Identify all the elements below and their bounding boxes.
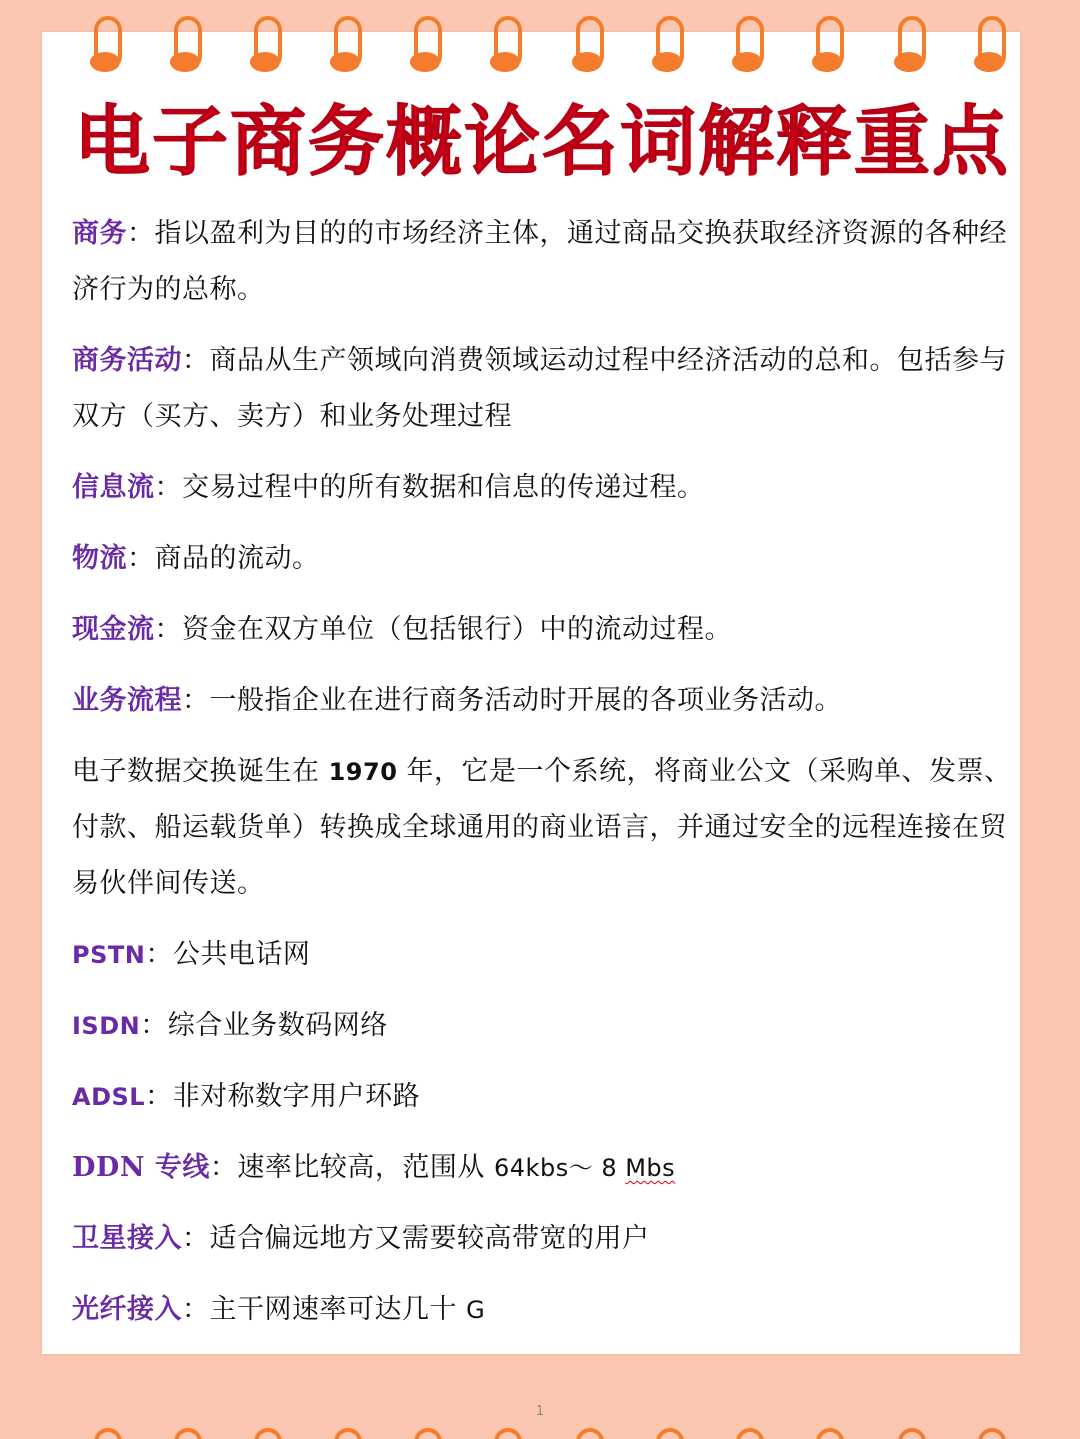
- definition: 主干网速率可达几十: [209, 1294, 467, 1325]
- definition-entry: ISDN：综合业务数码网络: [72, 1010, 388, 1041]
- binder-ring-icon: [894, 1428, 924, 1439]
- binder-ring-icon: [974, 16, 1004, 76]
- binder-ring-icon: [90, 1428, 120, 1439]
- binder-ring-icon: [250, 1428, 280, 1439]
- binder-rings-bottom: [0, 1428, 1080, 1439]
- definition: 公共电话网: [172, 939, 311, 970]
- binder-ring-icon: [250, 16, 280, 76]
- definition-entry: 光纤接入：主干网速率可达几十 G: [72, 1294, 486, 1325]
- binder-ring-icon: [812, 1428, 842, 1439]
- binder-ring-icon: [410, 16, 440, 76]
- binder-ring-icon: [974, 1428, 1004, 1439]
- definition: 速率比较高，范围从: [237, 1152, 495, 1183]
- binder-ring-icon: [652, 16, 682, 76]
- definition: 非对称数字用户环路: [172, 1081, 421, 1112]
- definition: 商品从生产领域向消费领域运动过程中经济活动的总和。包括参与双方（买方、卖方）和业务处理过程: [72, 345, 1007, 432]
- definition: 商品的流动。: [154, 543, 320, 574]
- definition-entry: 物流：商品的流动。: [72, 543, 320, 574]
- binder-ring-icon: [652, 1428, 682, 1439]
- definition: 综合业务数码网络: [167, 1010, 388, 1041]
- binder-ring-icon: [90, 16, 120, 76]
- binder-ring-icon: [490, 1428, 520, 1439]
- term: 物流: [72, 543, 127, 574]
- page-number: 1: [535, 1404, 545, 1419]
- binder-ring-icon: [170, 1428, 200, 1439]
- definition-entry: 商务：指以盈利为目的的市场经济主体，通过商品交换获取经济资源的各种经济行为的总称。: [72, 218, 1007, 305]
- binder-ring-icon: [732, 16, 762, 76]
- term: ADSL: [72, 1083, 146, 1111]
- term: 现金流: [72, 614, 155, 645]
- term: ISDN: [72, 1012, 141, 1040]
- definition-entry: ADSL：非对称数字用户环路: [72, 1081, 421, 1112]
- binder-ring-icon: [572, 16, 602, 76]
- binder-ring-icon: [410, 1428, 440, 1439]
- definition: 交易过程中的所有数据和信息的传递过程。: [182, 472, 705, 503]
- binder-ring-icon: [572, 1428, 602, 1439]
- term: 卫星接入: [72, 1223, 182, 1254]
- binder-ring-icon: [330, 1428, 360, 1439]
- binder-ring-icon: [490, 16, 520, 76]
- definition-entry: 卫星接入：适合偏远地方又需要较高带宽的用户: [72, 1223, 650, 1254]
- definitions-list: [72, 206, 1017, 1353]
- binder-ring-icon: [732, 1428, 762, 1439]
- definition-entry: PSTN：公共电话网: [72, 939, 311, 970]
- definition-entry: 信息流：交易过程中的所有数据和信息的传递过程。: [72, 472, 705, 503]
- binder-ring-icon: [170, 16, 200, 76]
- term: DDN 专线: [72, 1152, 210, 1183]
- definition-entry: 商务活动：商品从生产领域向消费领域运动过程中经济活动的总和。包括参与双方（买方、卖方）和业务处理过程: [72, 345, 1007, 432]
- rate-value: 64kbs～ 8: [494, 1154, 626, 1182]
- term: PSTN: [72, 941, 146, 969]
- binder-ring-icon: [894, 16, 924, 76]
- edi-year: 1970: [328, 758, 398, 786]
- binder-ring-icon: [812, 16, 842, 76]
- definition: 资金在双方单位（包括银行）中的流动过程。: [182, 614, 732, 645]
- definition-entry: DDN 专线：速率比较高，范围从 64kbs～ 8 Mbs: [72, 1152, 676, 1183]
- definition: 适合偏远地方又需要较高带宽的用户: [209, 1223, 650, 1254]
- term: 商务活动: [72, 345, 182, 376]
- binder-rings: [0, 0, 1080, 90]
- definition-entry: 现金流：资金在双方单位（包括银行）中的流动过程。: [72, 614, 732, 645]
- rate-unit: Mbs: [625, 1154, 676, 1182]
- page-title: 电子商务概论名词解释重点: [74, 97, 1010, 186]
- term: 业务流程: [72, 685, 182, 716]
- definition-entry: 业务流程：一般指企业在进行商务活动时开展的各项业务活动。: [72, 685, 842, 716]
- term: 商务: [72, 218, 127, 249]
- definition: 指以盈利为目的的市场经济主体，通过商品交换获取经济资源的各种经济行为的总称。: [72, 218, 1007, 305]
- term: 信息流: [72, 472, 155, 503]
- term: 光纤接入: [72, 1294, 182, 1325]
- edi-paragraph: 电子数据交换诞生在 1970 年，它是一个系统，将商业公文（采购单、发票、付款、船运载货单）转换成全球通用的商业语言，并通过安全的远程连接在贸易伙伴间传送。: [72, 756, 1012, 899]
- definition: 一般指企业在进行商务活动时开展的各项业务活动。: [209, 685, 842, 716]
- binder-ring-icon: [330, 16, 360, 76]
